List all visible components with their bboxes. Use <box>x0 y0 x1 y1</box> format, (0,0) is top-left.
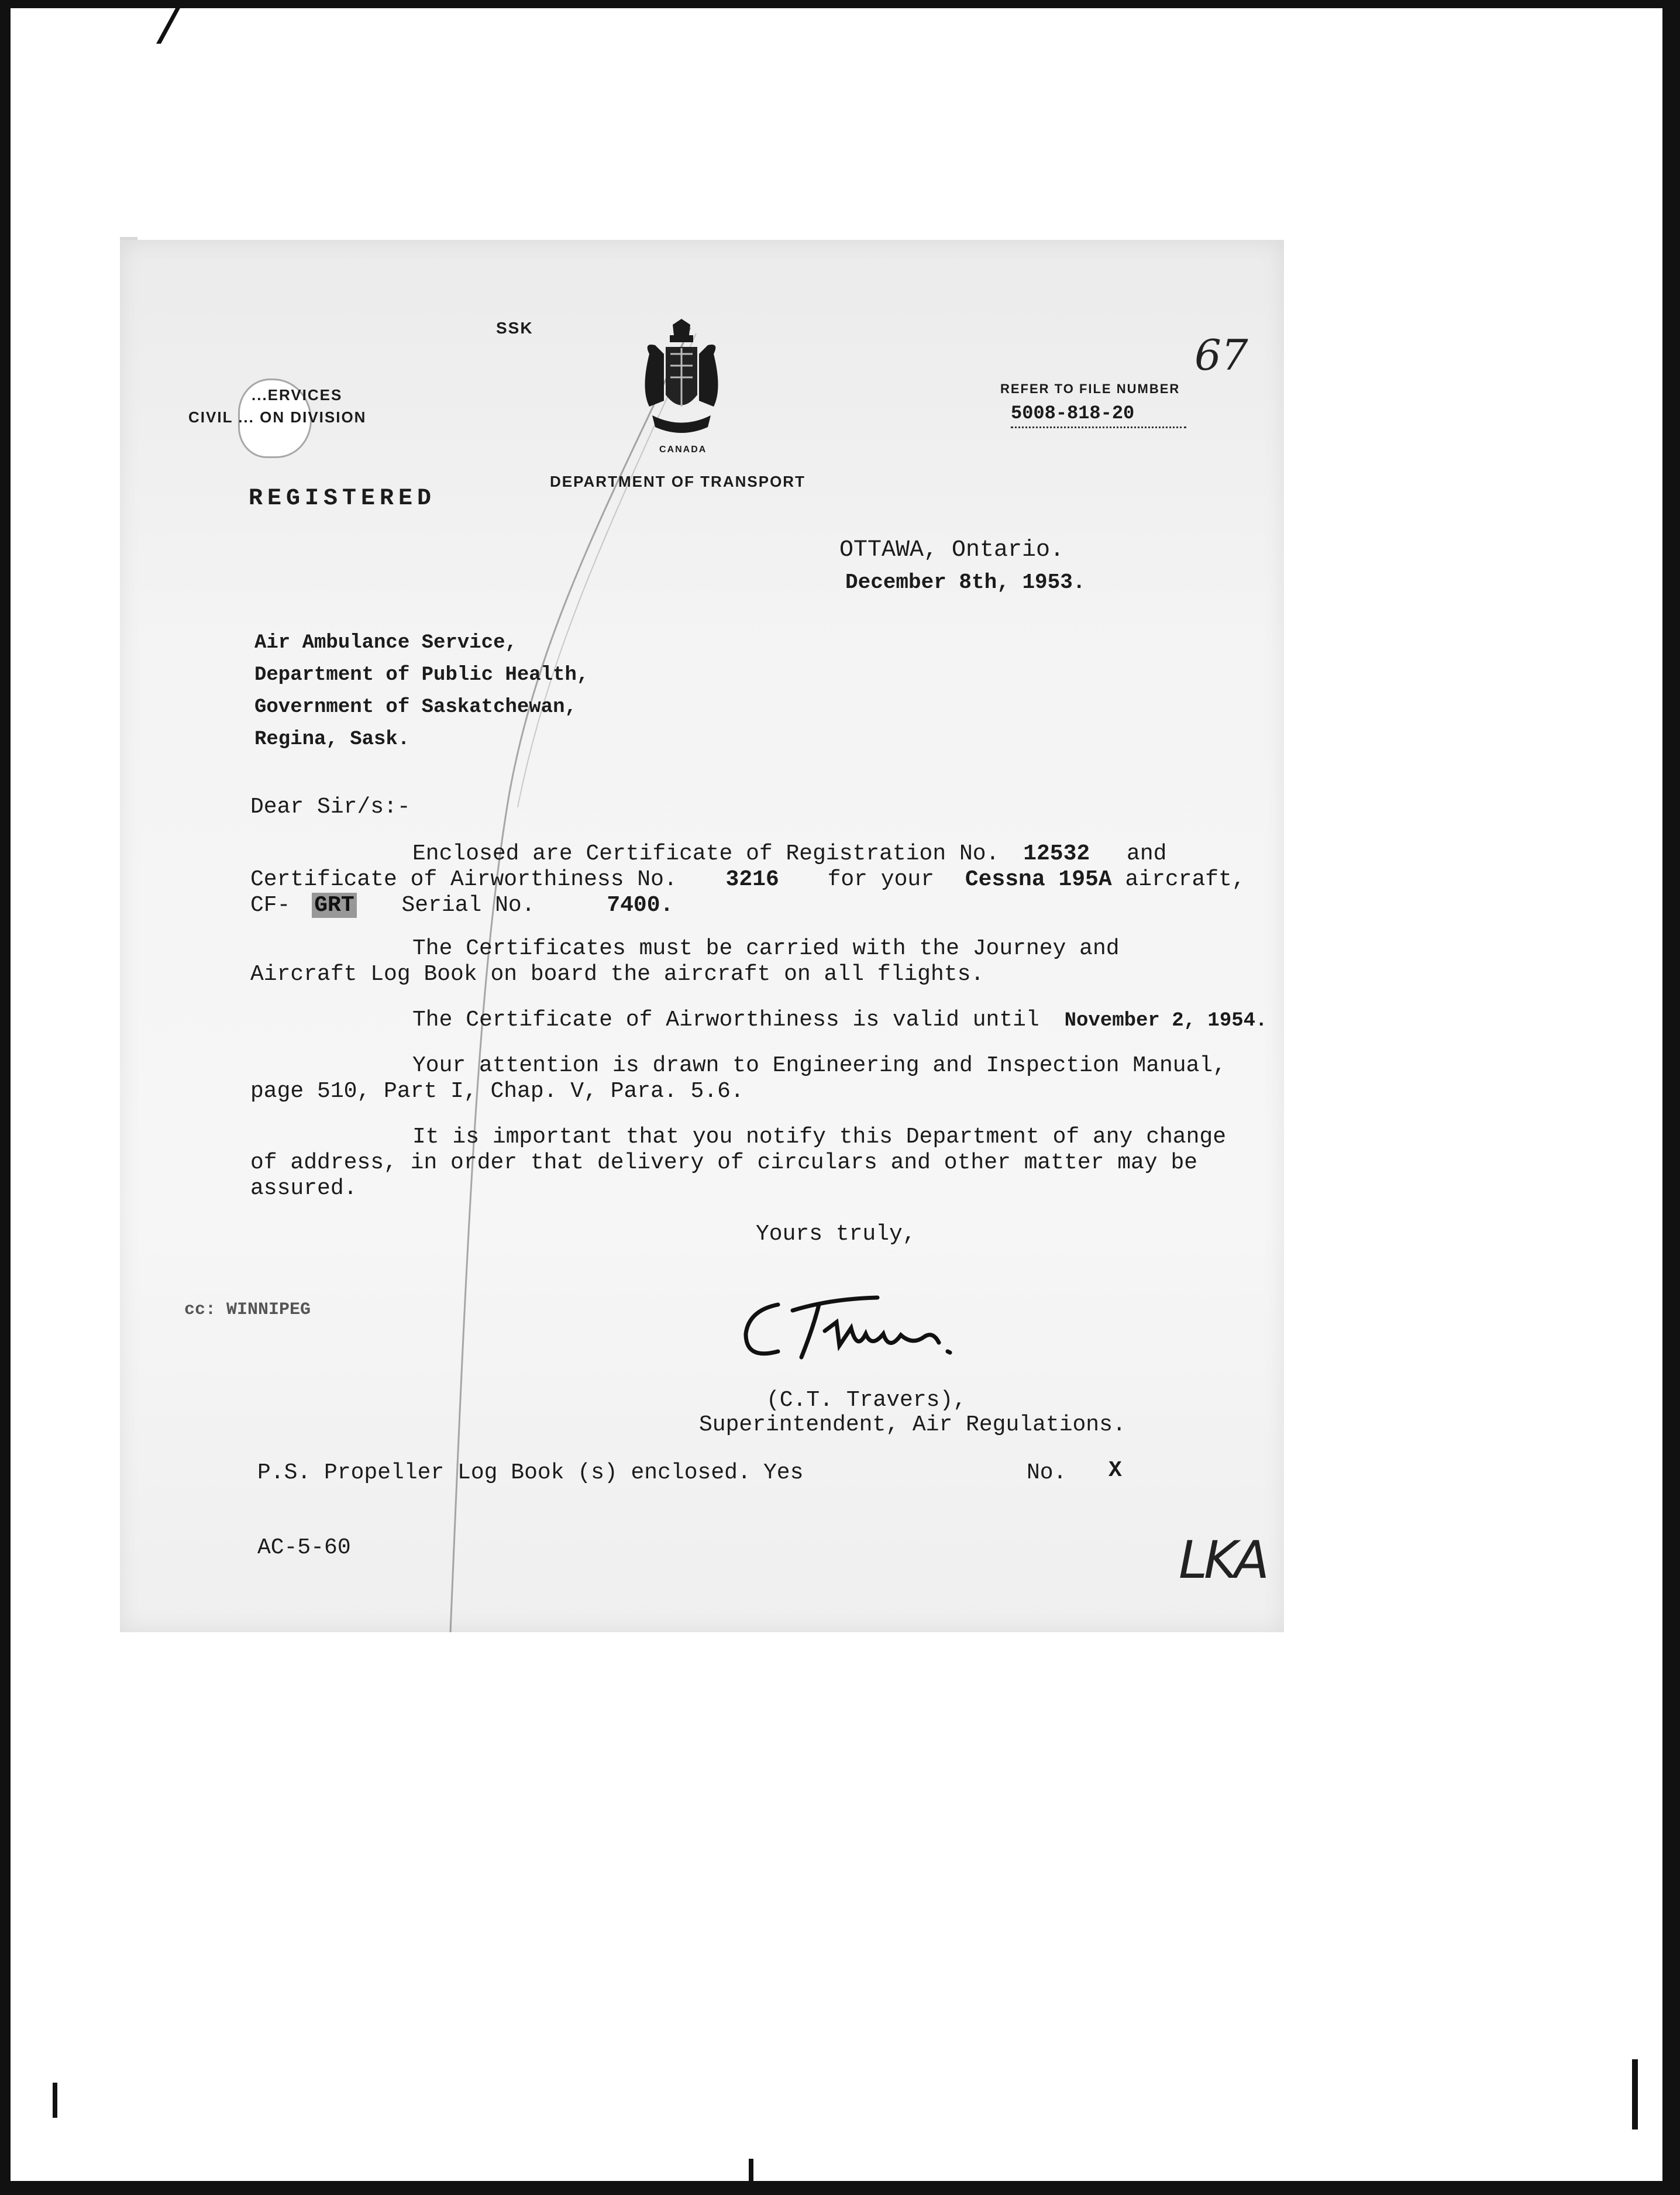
address-line: Department of Public Health, <box>254 664 589 686</box>
place: OTTAWA, Ontario. <box>839 537 1065 563</box>
crest-caption: CANADA <box>659 445 707 455</box>
body-text-span: Certificate of Airworthiness No. <box>250 867 677 892</box>
body-text: assured. <box>250 1176 357 1201</box>
corner-mark: / <box>153 0 185 60</box>
airworthiness-number: 3216 <box>725 867 779 892</box>
body-text-span: for your <box>827 867 934 892</box>
serial-number: 7400. <box>607 893 674 918</box>
ps-line: P.S. Propeller Log Book (s) enclosed. <box>257 1460 751 1485</box>
ps-yes-option: Yes <box>763 1460 804 1485</box>
body-text <box>412 1007 1267 1033</box>
body-text: of address, in order that delivery of circulars and other matter may be <box>250 1150 1198 1175</box>
body-text <box>412 841 1166 866</box>
body-text-span: and <box>1127 841 1167 866</box>
handwritten-initials: LKA <box>1179 1530 1266 1590</box>
body-text: Your attention is drawn to Engineering and Inspection Manual, <box>412 1053 1227 1078</box>
body-text-span: Serial No. <box>401 893 535 918</box>
department-name: DEPARTMENT OF TRANSPORT <box>550 473 805 490</box>
salutation: Dear Sir/s:- <box>250 794 411 820</box>
scan-tick-mark <box>1632 2059 1638 2129</box>
top-code: SSK <box>496 319 533 337</box>
registration-mark: GRT <box>312 893 356 918</box>
canada-crest-icon <box>638 319 725 442</box>
body-text: Aircraft Log Book on board the aircraft on all flights. <box>250 962 984 987</box>
file-number: 5008-818-20 <box>1011 402 1186 428</box>
ps-no-mark: X <box>1108 1458 1122 1483</box>
signer-title: Superintendent, Air Regulations. <box>699 1412 1126 1437</box>
address-line: Government of Saskatchewan, <box>254 696 577 718</box>
refer-to-file-label: REFER TO FILE NUMBER <box>1000 381 1180 396</box>
aircraft-type: Cessna 195A <box>965 867 1112 892</box>
closing: Yours truly, <box>756 1222 916 1247</box>
registered-stamp: REGISTERED <box>249 486 436 512</box>
date: December 8th, 1953. <box>845 570 1086 594</box>
handwritten-signature <box>737 1287 994 1369</box>
body-text-span: aircraft, <box>1125 867 1245 892</box>
body-text: page 510, Part I, Chap. V, Para. 5.6. <box>250 1079 744 1104</box>
cc-line: cc: WINNIPEG <box>184 1300 311 1320</box>
body-text-span: CF- <box>250 893 291 918</box>
ps-no-option: No. <box>1027 1460 1067 1485</box>
registration-number: 12532 <box>1023 841 1090 866</box>
address-line: Air Ambulance Service, <box>254 632 517 654</box>
signer-name: (C.T. Travers), <box>766 1388 967 1413</box>
services-line: ...ERVICES <box>252 386 343 404</box>
body-text <box>250 867 1245 892</box>
address-line: Regina, Sask. <box>254 728 410 751</box>
scan-tick-mark <box>53 2083 57 2118</box>
body-text: It is important that you notify this Department of any change <box>412 1124 1227 1150</box>
body-text-span: Enclosed are Certificate of Registration No. <box>412 841 1000 866</box>
body-text <box>250 893 673 918</box>
form-code: AC-5-60 <box>257 1535 351 1560</box>
body-text: The Certificates must be carried with the Journey and <box>412 936 1120 961</box>
body-text-span: The Certificate of Airworthiness is valid until <box>412 1007 1039 1033</box>
valid-until-date: November 2, 1954. <box>1064 1010 1268 1032</box>
handwritten-page-number: 67 <box>1194 331 1248 380</box>
scan-tick-mark <box>749 2159 753 2182</box>
division-line: CIVIL ... ON DIVISION <box>188 408 367 426</box>
